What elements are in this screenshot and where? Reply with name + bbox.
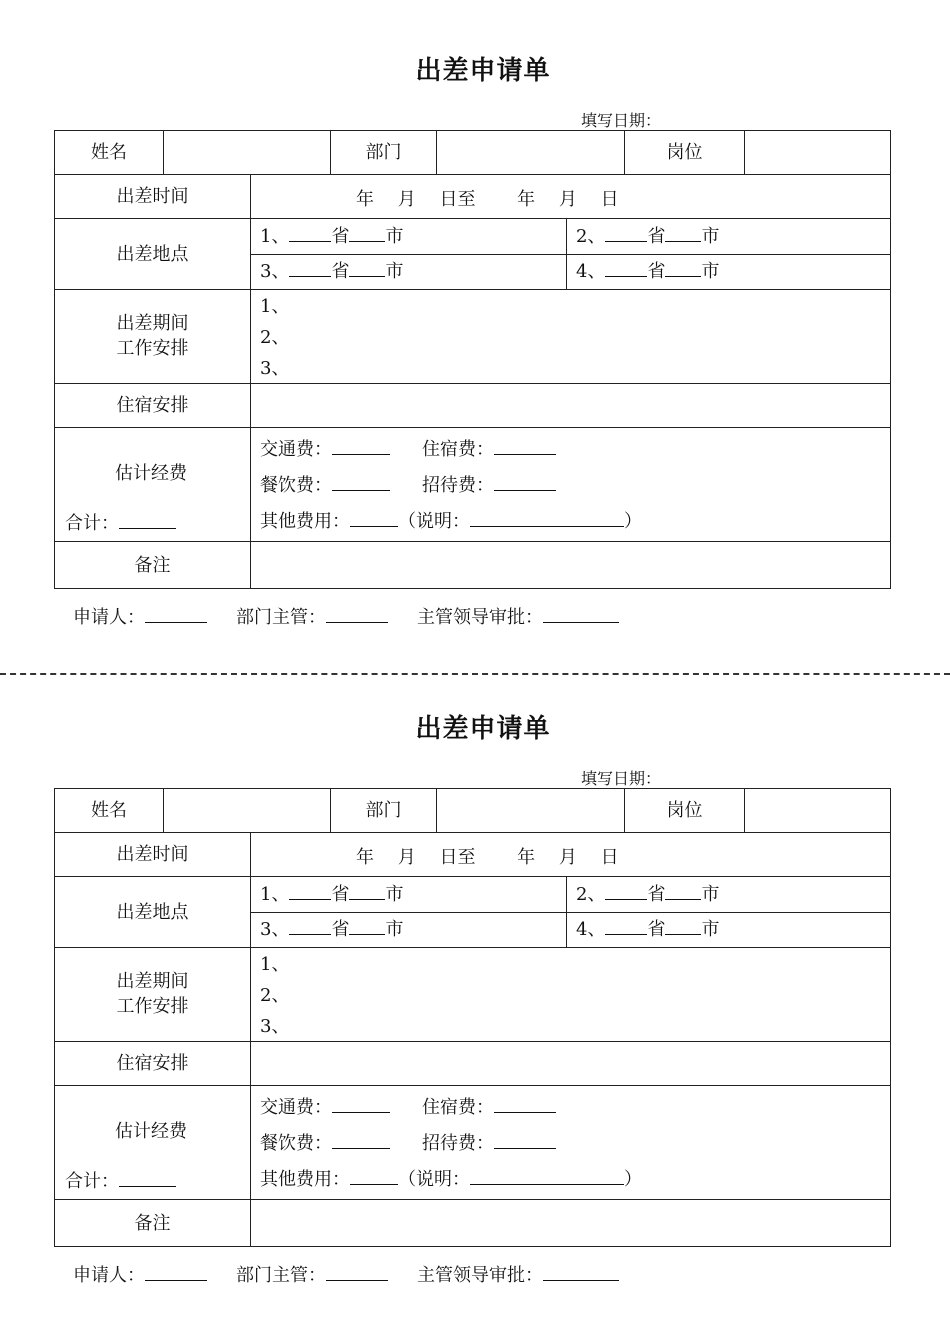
trip-time-label: 出差时间 [54, 832, 251, 877]
position-field[interactable] [744, 788, 891, 833]
city-label: 市 [385, 261, 404, 282]
province-label: 省 [331, 919, 350, 940]
applicant-field[interactable] [145, 607, 207, 623]
explain-open: （说明： [398, 511, 470, 532]
explain-field[interactable] [470, 1169, 624, 1185]
dept-head-field[interactable] [326, 1265, 388, 1281]
cost-detail-cell [250, 427, 891, 542]
dept-head-label: 部门主管： [236, 1265, 326, 1286]
place-2-number: 2、 [576, 884, 606, 905]
trip-place-label: 出差地点 [54, 876, 251, 948]
fill-date-label: 填写日期： [581, 769, 662, 788]
name-label: 姓名 [54, 788, 164, 833]
place-3-number: 3、 [260, 261, 290, 282]
work-item-3: 3、 [260, 1016, 290, 1037]
place-1-number: 1、 [260, 226, 290, 247]
place-4-number: 4、 [576, 919, 606, 940]
province-label: 省 [331, 226, 350, 247]
position-label: 岗位 [624, 788, 745, 833]
total-field[interactable] [119, 1171, 176, 1187]
city-label: 市 [701, 226, 720, 247]
dept-label: 部门 [330, 788, 437, 833]
province-label: 省 [331, 884, 350, 905]
cost-label-cell [54, 1085, 251, 1200]
work-label-line-1: 出差期间 [116, 970, 189, 992]
work-label-line-1: 出差期间 [116, 312, 189, 334]
other-cost-label: 其他费用： [260, 511, 350, 532]
explain-close: ） [624, 1169, 642, 1190]
approver-field[interactable] [543, 607, 619, 623]
entertainment-label: 招待费： [422, 475, 494, 496]
applicant-label: 申请人： [73, 607, 145, 628]
work-item-1: 1、 [260, 296, 290, 317]
other-cost-label: 其他费用： [260, 1169, 350, 1190]
province-label: 省 [331, 261, 350, 282]
travel-request-form [0, 658, 950, 1318]
trip-time-field[interactable] [250, 174, 891, 219]
province-label: 省 [647, 261, 666, 282]
city-label: 市 [385, 226, 404, 247]
trip-time-template: 年 月 日至 年 月 日 [356, 847, 619, 868]
cost-label: 估计经费 [115, 1121, 187, 1142]
place-1-number: 1、 [260, 884, 290, 905]
lodging-label: 住宿安排 [54, 1041, 251, 1086]
meals-field[interactable] [332, 1133, 390, 1149]
dept-head-field[interactable] [326, 607, 388, 623]
work-arrangement-label [54, 947, 251, 1042]
name-label: 姓名 [54, 130, 164, 175]
transport-field[interactable] [332, 1097, 390, 1113]
explain-field[interactable] [470, 511, 624, 527]
form-title: 出差申请单 [415, 714, 551, 744]
place-4-number: 4、 [576, 261, 606, 282]
place-1-field[interactable] [250, 876, 567, 913]
place-4-field[interactable] [566, 912, 891, 948]
province-label: 省 [647, 919, 666, 940]
name-field[interactable] [163, 788, 331, 833]
work-item-2: 2、 [260, 327, 290, 348]
trip-time-label: 出差时间 [54, 174, 251, 219]
cost-label: 估计经费 [115, 463, 187, 484]
transport-field[interactable] [332, 439, 390, 455]
work-label-line-2: 工作安排 [116, 995, 189, 1017]
meals-field[interactable] [332, 475, 390, 491]
remark-field[interactable] [250, 1199, 891, 1247]
meals-label: 餐饮费： [260, 475, 332, 496]
trip-place-label: 出差地点 [54, 218, 251, 290]
work-arrangement-label [54, 289, 251, 384]
applicant-field[interactable] [145, 1265, 207, 1281]
lodging-field[interactable] [250, 383, 891, 428]
total-label: 合计： [65, 1171, 119, 1192]
total-label: 合计： [65, 513, 119, 534]
remark-label: 备注 [54, 541, 251, 589]
work-item-1: 1、 [260, 954, 290, 975]
place-3-number: 3、 [260, 919, 290, 940]
dept-label: 部门 [330, 130, 437, 175]
travel-request-form [0, 0, 950, 660]
cost-label-cell [54, 427, 251, 542]
other-cost-field[interactable] [350, 1169, 398, 1185]
work-item-3: 3、 [260, 358, 290, 379]
place-4-field[interactable] [566, 254, 891, 290]
city-label: 市 [701, 919, 720, 940]
approver-label: 主管领导审批： [417, 1265, 543, 1286]
explain-close: ） [624, 511, 642, 532]
province-label: 省 [647, 884, 666, 905]
city-label: 市 [385, 919, 404, 940]
dept-field[interactable] [436, 788, 625, 833]
remark-field[interactable] [250, 541, 891, 589]
place-2-number: 2、 [576, 226, 606, 247]
accommodation-field[interactable] [494, 1097, 556, 1113]
work-label-line-2: 工作安排 [116, 337, 189, 359]
cost-detail-cell [250, 1085, 891, 1200]
total-field[interactable] [119, 513, 176, 529]
explain-open: （说明： [398, 1169, 470, 1190]
other-cost-field[interactable] [350, 511, 398, 527]
work-arrangement-field[interactable] [250, 947, 891, 1042]
remark-label: 备注 [54, 1199, 251, 1247]
trip-time-field[interactable] [250, 832, 891, 877]
city-label: 市 [701, 261, 720, 282]
city-label: 市 [701, 884, 720, 905]
lodging-label: 住宿安排 [54, 383, 251, 428]
province-label: 省 [647, 226, 666, 247]
entertainment-field[interactable] [494, 1133, 556, 1149]
applicant-label: 申请人： [73, 1265, 145, 1286]
place-3-field[interactable] [250, 912, 567, 948]
place-2-field[interactable] [566, 218, 891, 255]
lodging-field[interactable] [250, 1041, 891, 1086]
dept-head-label: 部门主管： [236, 607, 326, 628]
fill-date-label: 填写日期： [581, 111, 662, 130]
position-field[interactable] [744, 130, 891, 175]
accommodation-label: 住宿费： [422, 1097, 494, 1118]
place-1-field[interactable] [250, 218, 567, 255]
approver-label: 主管领导审批： [417, 607, 543, 628]
name-field[interactable] [163, 130, 331, 175]
form-title: 出差申请单 [415, 56, 551, 86]
trip-time-template: 年 月 日至 年 月 日 [356, 189, 619, 210]
accommodation-field[interactable] [494, 439, 556, 455]
work-arrangement-field[interactable] [250, 289, 891, 384]
work-item-2: 2、 [260, 985, 290, 1006]
dept-field[interactable] [436, 130, 625, 175]
transport-label: 交通费： [260, 439, 332, 460]
entertainment-label: 招待费： [422, 1133, 494, 1154]
position-label: 岗位 [624, 130, 745, 175]
transport-label: 交通费： [260, 1097, 332, 1118]
meals-label: 餐饮费： [260, 1133, 332, 1154]
accommodation-label: 住宿费： [422, 439, 494, 460]
place-2-field[interactable] [566, 876, 891, 913]
entertainment-field[interactable] [494, 475, 556, 491]
approver-field[interactable] [543, 1265, 619, 1281]
place-3-field[interactable] [250, 254, 567, 290]
city-label: 市 [385, 884, 404, 905]
